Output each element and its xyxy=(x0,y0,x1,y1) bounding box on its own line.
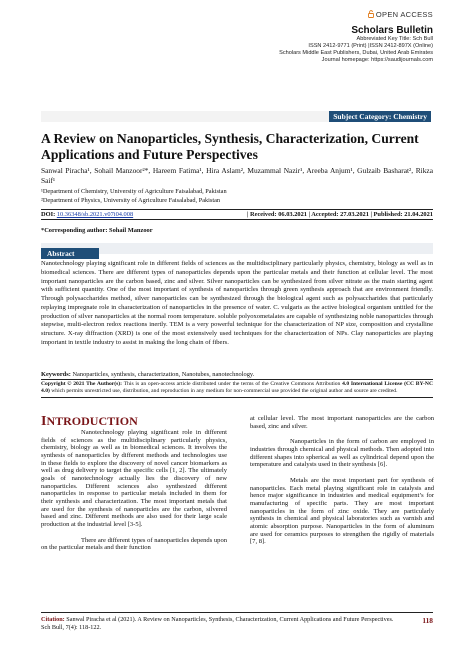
intro-paragraph-1: Nanotechnology playing significant role in different fields of sciences as the multidisciplinary particularly physics, chemistry, biology as well as in biomedical sciences. It involves the synthesis of nanoparticles by different methods and technologies use in these fields to explore the discovery of novel cancer biomarkers as well as drug delivery to target the specific cells [1, 2]. The ultimately goals of nanotechnology actually lies the discovery of new nanoparticles. Different sciences also synthesized different nanoparticles in response to particular metals included in them for their synthesis and characterization. The most important metals that are used for the synthesis of nanoparticles are the carbon, silvered based and zinc. Different methods are also used for their large scale production at the industrial level [3-5]. xyxy=(41,429,227,528)
keywords-text: Nanoparticles, synthesis, characterization, Nanotubes, nanotechnology. xyxy=(72,371,255,378)
citation-text: Sanwal Piracha et al (2021). A Review on Nanoparticles, Synthesis, Characterization, Current Applications and Future Perspectives. Sch Bull, 7(4): 118-122. xyxy=(41,616,394,631)
abstract-heading-bar xyxy=(41,243,433,258)
body-column-left xyxy=(41,415,227,552)
publisher-line: Scholars Middle East Publishers, Dubai, United Arab Emirates xyxy=(279,50,433,56)
affiliations xyxy=(41,188,433,205)
homepage-link[interactable]: Journal homepage: https://saudijournals.com xyxy=(321,57,433,63)
subject-category: Subject Category: Chemistry xyxy=(329,111,431,122)
author-list: Sanwal Piracha¹, Sohail Manzoor²*, Hareem Fatima¹, Hira Aslam², Muzammal Nazir¹, Areeba Anjum¹, Gulzaib Basharat², Rikza Saif¹ xyxy=(41,166,433,185)
subject-bar xyxy=(41,111,431,122)
keywords-label: Keywords: xyxy=(41,371,71,378)
open-access-lock-icon xyxy=(368,10,374,18)
open-access-label: OPEN ACCESS xyxy=(375,10,433,19)
intro-paragraph-2: There are different types of nanoparticles depends upon on the particular metals and their function xyxy=(41,536,227,552)
citation-label: Citation: xyxy=(41,616,65,623)
journal-name: Scholars Bulletin xyxy=(351,25,433,36)
copyright-notice: Copyright © 2021 The Author(s): This is an open-access article distributed under the terms of the Creative Commons Attribution 4.0 International License (CC BY-NC 4.0) which permits unrestricted use, distribution, and reproduction in any medium for non-commercial use provided the original author and source are credited. xyxy=(41,379,433,398)
doi-row xyxy=(41,209,433,220)
page-number: 118 xyxy=(422,616,433,625)
article-title: A Review on Nanoparticles, Synthesis, Characterization, Current Applications and Future Perspectives xyxy=(41,131,419,162)
affiliation-2: ²Department of Physics, University of Agriculture Faisalabad, Pakistan xyxy=(41,196,221,204)
abstract-text: Nanotechnology playing significant role in different fields of sciences as the multidisciplinary particularly physics, chemistry, biology as well as in biomedical sciences. There are different types of nanoparticles depends upon the particular metals and their function at cellular level. The most important nanoparticles are the carbon based, zinc and silver. Silver nanoparticles can be synthesized from silver nitrate as the main starting agent with sufficient quantity. One of the most important of synthesis of nanoparticles through green synthesis approach that are environment friendly. Through polysaccharides method, silver nanoparticles can be synthesized through the biological agent such as polysaccharides that particularly replaying impregnate role in characterization of nanoparticles in the presence of water. C. vulgaris as the active biological organism untitled for the production of silver nanoparticles at the normal room temperature. soluble polyoxometalates are capable of synthesizing noble nanoparticles through stepwise, multi-electron redox reactions inertly. TEM is a very powerful technique for the characterization of NP size, composition and crystalline structure. X-ray diffraction (XRD) is one of the most extensively used techniques for the characterization of NPs. Clay nanoparticles are playing important in textile industry to assist in making the long chain of fibers. xyxy=(41,260,433,346)
doi-link[interactable]: 10.36348/sb.2021.v07i04.008 xyxy=(56,211,134,218)
publication-dates: | Received: 06.03.2021 | Accepted: 27.03.2021 | Published: 21.04.2021 xyxy=(247,211,433,218)
keywords xyxy=(41,371,433,379)
corresponding-author: *Corresponding author: Sohail Manzoor xyxy=(41,227,153,234)
open-access-badge xyxy=(203,10,433,19)
intro-paragraph-3: Nanoparticles in the form of carbon are employed in industries through chemical and physical methods. Then adopted into different shapes into spherical as well as cylindrical depend upon the temperature and catalysts used in their synthesis [6]. xyxy=(250,438,434,469)
issn-line: ISSN 2412-9771 (Print) |ISSN 2412-897X (Online) xyxy=(308,43,433,49)
abstract-heading: Abstract xyxy=(41,248,99,259)
introduction-heading: INTRODUCTION xyxy=(41,414,138,429)
abbreviated-title: Abbreviated Key Title: Sch Bull xyxy=(356,36,433,42)
citation-footer xyxy=(41,612,433,631)
citation xyxy=(41,616,396,631)
affiliation-1: ¹Department of Chemistry, University of Agriculture Faisalabad, Pakistan xyxy=(41,188,227,195)
doi-label: DOI: xyxy=(41,211,56,218)
journal-header xyxy=(203,6,433,64)
intro-paragraph-4: Metals are the most important part for synthesis of nanoparticles. Each metal playing significant role in catalysis and hence major significance in industries and medical equipment’s for manufacturing of specific parts. They are most important nanoparticles in the form of zinc oxide. They are particularly synthesis in chemical and physical laboratories such as varnish and atomic absorption purpose. Nanoparticles in the form of aluminum are used for ceramics purposes to strengthen the rigidly of materials [7, 8]. xyxy=(250,476,434,546)
body-column-right xyxy=(250,415,434,546)
doi-block xyxy=(41,210,133,219)
intro-paragraph-2-cont: at cellular level. The most important nanoparticles are the carbon based, zinc and silver. xyxy=(250,415,434,430)
